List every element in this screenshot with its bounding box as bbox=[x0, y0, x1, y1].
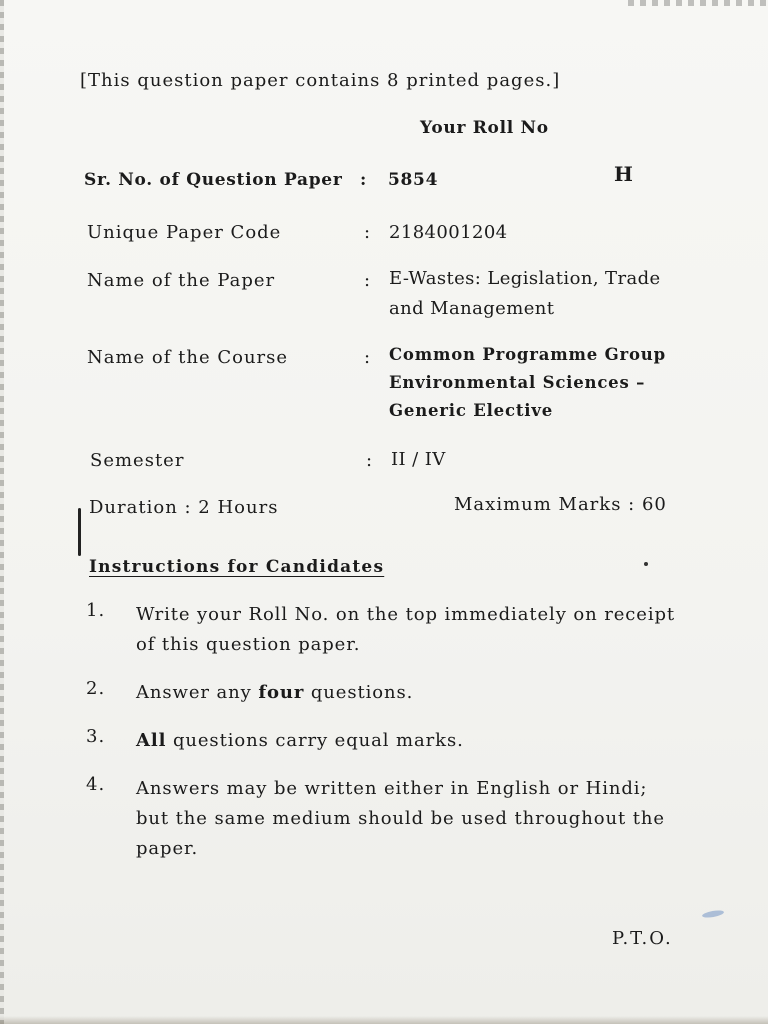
unique-code-value: 2184001204 bbox=[389, 222, 508, 243]
duration: Duration : 2 Hours bbox=[89, 497, 279, 518]
maximum-marks: Maximum Marks : 60 bbox=[454, 494, 667, 515]
page-left-edge bbox=[0, 0, 4, 1024]
semester-label: Semester bbox=[90, 450, 185, 471]
page-count-note: [This question paper contains 8 printed pages.] bbox=[80, 70, 561, 91]
instruction-item bbox=[86, 678, 686, 708]
instruction-text: Answer any four questions. bbox=[136, 682, 414, 703]
instruction-number: 1. bbox=[86, 600, 106, 621]
paper-name-colon: : bbox=[364, 270, 371, 291]
instructions-list bbox=[86, 600, 686, 882]
please-turn-over: P.T.O. bbox=[612, 928, 673, 949]
paper-name-label: Name of the Paper bbox=[87, 270, 276, 291]
ink-smudge bbox=[702, 909, 725, 919]
emphasis-four: four bbox=[258, 682, 305, 703]
instruction-number: 3. bbox=[86, 726, 106, 747]
pen-mark bbox=[78, 508, 81, 556]
serial-no-value: 5854 bbox=[388, 170, 439, 190]
serial-no-label: Sr. No. of Question Paper bbox=[84, 170, 343, 190]
course-name-value: Common Programme Group Environmental Sciences – Generic Elective bbox=[389, 345, 666, 420]
paper-set-letter: H bbox=[614, 162, 633, 186]
instruction-text: All questions carry equal marks. bbox=[136, 730, 464, 751]
course-name-label: Name of the Course bbox=[87, 347, 289, 368]
instruction-item bbox=[86, 774, 686, 864]
emphasis-all: All bbox=[136, 730, 167, 751]
serial-no-colon: : bbox=[360, 170, 367, 190]
instruction-text: Write your Roll No. on the top immediately on receipt of this question paper. bbox=[136, 604, 676, 655]
instruction-text: Answers may be written either in English or Hindi; but the same medium should be used throughout the paper. bbox=[136, 778, 665, 859]
ink-dot bbox=[644, 562, 648, 566]
unique-code-label: Unique Paper Code bbox=[87, 222, 282, 243]
instruction-item bbox=[86, 726, 686, 756]
instruction-number: 4. bbox=[86, 774, 106, 795]
course-name-colon: : bbox=[364, 347, 371, 368]
instruction-number: 2. bbox=[86, 678, 106, 699]
page-bottom-shadow bbox=[0, 1016, 768, 1024]
semester-colon: : bbox=[366, 450, 373, 471]
paper-name-value: E-Wastes: Legislation, Trade and Management bbox=[389, 268, 661, 319]
roll-no-label: Your Roll No bbox=[420, 118, 549, 138]
page-top-edge bbox=[628, 0, 768, 6]
instruction-item bbox=[86, 600, 686, 660]
unique-code-colon: : bbox=[364, 222, 371, 243]
semester-value: II / IV bbox=[391, 449, 446, 470]
instructions-title: Instructions for Candidates bbox=[89, 557, 385, 577]
